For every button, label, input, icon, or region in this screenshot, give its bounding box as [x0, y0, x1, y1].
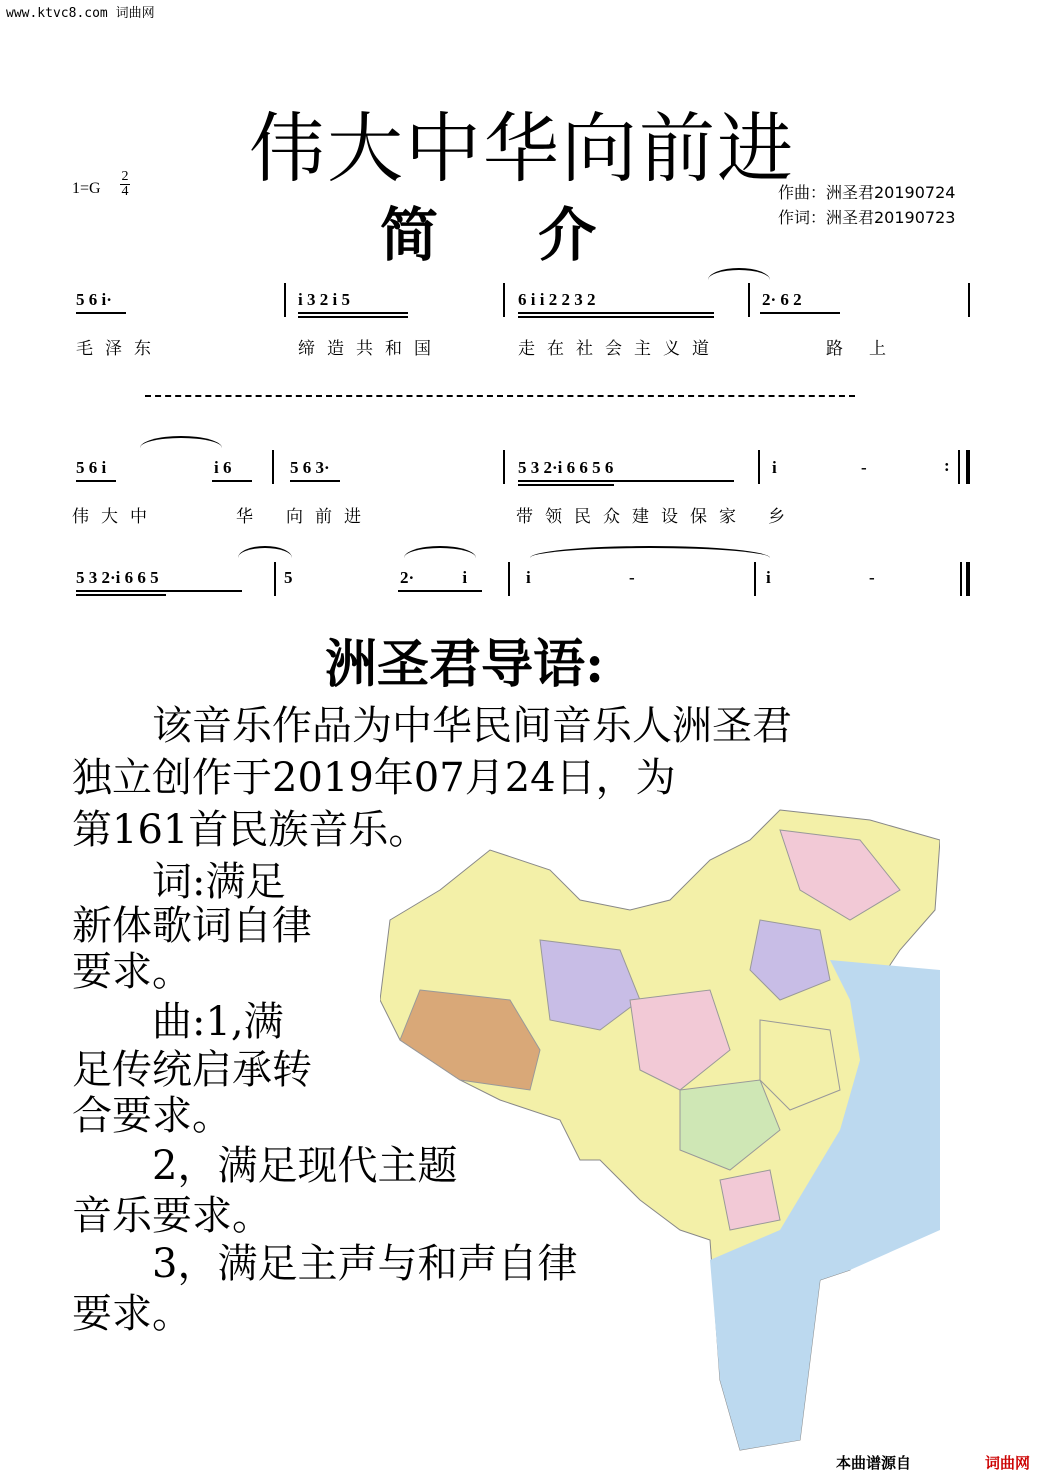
intro-line: 该音乐作品为中华民间音乐人洲圣君 [72, 703, 792, 749]
measure: 6 i i 2 2 3 2 [518, 290, 596, 309]
measure: 2· 6 2 [762, 290, 802, 309]
intro-line: 足传统启承转 [72, 1047, 312, 1093]
lyric: 毛泽东 [76, 339, 163, 359]
intro-line: 3，满足主声与和声自律 [72, 1241, 578, 1287]
measure: 5 6 i· [76, 290, 112, 309]
page-subtitle: 简 介 [380, 201, 597, 269]
time-signature [120, 170, 130, 199]
watermark: www.ktvc8.com 词曲网 [6, 6, 155, 21]
intro-line: 要求。 [72, 1291, 192, 1337]
measure: 2· i [400, 568, 468, 587]
lyric: 向前进 [286, 507, 373, 527]
measure: 5 3 2·i 6 6 5 [76, 568, 159, 587]
measure: 5 6 3· [290, 458, 330, 477]
lyric: 伟大中 [72, 507, 159, 527]
intro-line: 独立创作于2019年07月24日，为 [72, 755, 676, 801]
time-signature-bottom: 4 [121, 184, 129, 199]
china-map-icon [380, 800, 940, 1460]
page-title: 伟大中华向前进 [249, 104, 795, 193]
footer-source: 本曲谱源自 [836, 1454, 912, 1472]
measure: i - [526, 568, 635, 587]
lyric: 路上 [826, 339, 912, 359]
measure: i - [772, 458, 867, 477]
lyricist-credit: 作词：洲圣君20190723 [778, 208, 956, 227]
lyric: 华 [236, 507, 265, 527]
time-signature-top: 2 [121, 169, 129, 184]
lyric: 缔造共和国 [298, 339, 443, 359]
intro-line: 要求。 [72, 949, 192, 995]
repeat-sign: : [944, 456, 950, 475]
composer-credit: 作曲：洲圣君20190724 [778, 183, 956, 202]
intro-line: 新体歌词自律 [72, 903, 312, 949]
measure: i 3 2 i 5 [298, 290, 350, 309]
measure: 5 3 2·i 6 6 5 6 [518, 458, 614, 477]
intro-line: 词:满足 [72, 859, 286, 905]
intro-heading: 洲圣君导语: [325, 634, 605, 695]
intro-line: 曲:1,满 [72, 999, 284, 1045]
measure: 5 6 i [76, 458, 107, 477]
measure: i - [766, 568, 875, 587]
intro-line: 音乐要求。 [72, 1193, 272, 1239]
intro-line: 2，满足现代主题 [72, 1143, 458, 1189]
intro-line: 合要求。 [72, 1093, 232, 1139]
lyric: 乡 [768, 507, 797, 527]
lyric: 带领民众建设保家 [516, 507, 748, 527]
intro-line: 第161首民族音乐。 [72, 807, 429, 853]
lyric: 走在社会主义道 [518, 339, 721, 359]
key-signature: 1=G [72, 180, 101, 197]
divider [145, 395, 855, 397]
measure: 5 [284, 568, 293, 587]
footer-logo[interactable]: 词曲网 [985, 1454, 1031, 1472]
measure: i 6 [214, 458, 232, 477]
